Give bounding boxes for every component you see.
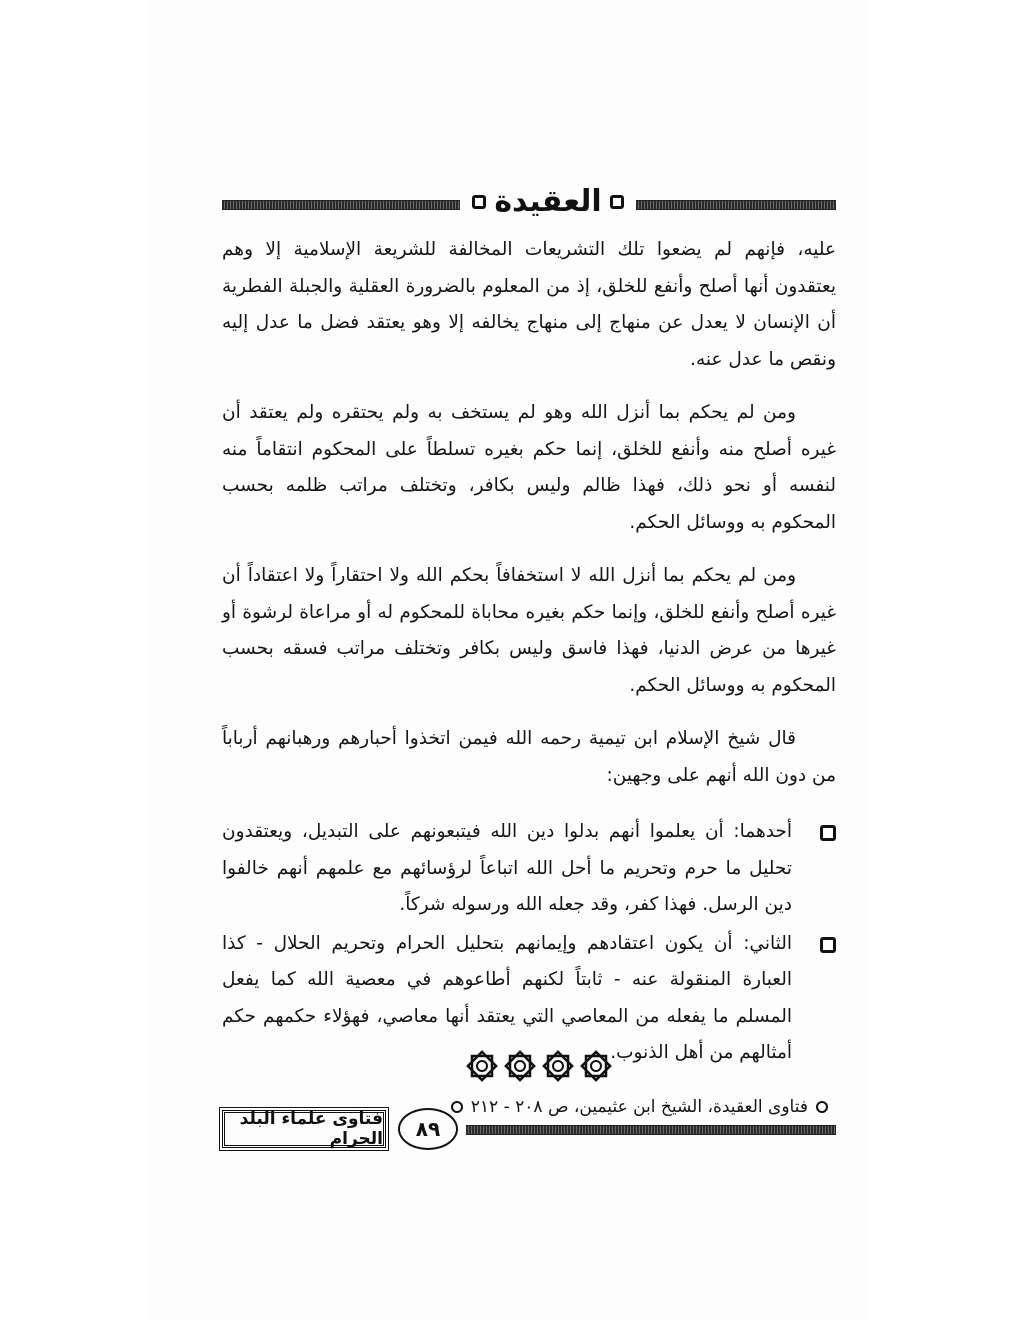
paragraph: عليه، فإنهم لم يضعوا تلك التشريعات المخالفة للشريعة الإسلامية إلا وهم يعتقدون أنها أصلح وأنفع للخلق، إذ من المعلوم بالضرورة العقلية والجبلة الفطرية أن الإنسان لا يعدل عن منهاج إلى منهاج يخالفه إلا وهو يعتقد فضل ما عدل إليه ونقص ما عدل عنه. [222,239,836,370]
header-rule-right [636,200,836,210]
paragraph: ومن لم يحكم بما أنزل الله وهو لم يستخف به ولم يحتقره ولم يعتقد أن غيره أصلح منه وأنفع للخلق، إنما حكم بغيره تسلطاً على المحكوم انتقاماً منه لنفسه أو نحو ذلك، فهذا ظالم وليس بكافر، وتختلف مراتب ظلمه بحسب المحكوم به ووسائل الحكم. [222,402,836,533]
rounded-square-bullet-icon [820,825,836,841]
octagram-star-ornament-icon [578,1048,614,1084]
page-number: ٨٩ [398,1108,458,1150]
rounded-square-bullet-icon [820,937,836,953]
octagram-star-ornament-icon [502,1048,538,1084]
list-item-text: الثاني: أن يكون اعتقادهم وإيمانهم بتحليل الحرام وتحريم الحلال - كذا العبارة المنقولة عنه - ثابتاً لكنهم أطاعوهم في معصية الله كما يفعل المسلم ما يفعله من المعاصي التي يعتقد أنها معاصي، فهؤلاء حكمهم حكم أمثالهم من أهل الذنوب. [222,932,792,1063]
paragraph: ومن لم يحكم بما أنزل الله لا استخفافاً بحكم الله ولا احتقاراً ولا اعتقاداً أن غيره أصلح وأنفع للخلق، وإنما حكم بغيره محاباة للمحكوم له أو مراعاة لرشوة أو غيرها من عرض الدنيا، فهذا فاسق وليس بكافر وتختلف مراتب فسقه بحسب المحكوم به ووسائل الحكم. [222,565,836,696]
header-rule-left [222,200,460,210]
paragraph: قال شيخ الإسلام ابن تيمية رحمه الله فيمن اتخذوا أحبارهم ورهبانهم أرباباً من دون الله أنهم على وجهين: [222,728,836,786]
chapter-title: العقيدة [494,184,602,219]
chapter-title-wrap [466,182,630,222]
rounded-square-icon [610,195,624,209]
book-title: فتاوى علماء البلد الحرام [239,1109,383,1149]
book-title-box [222,1110,386,1148]
chapter-header [222,180,836,224]
source-text: فتاوى العقيدة، الشيخ ابن عثيمين، ص ٢٠٨ - ٢١٢ [470,1096,808,1117]
octagram-star-ornament-icon [464,1048,500,1084]
list-item [222,814,836,924]
list-item-text: أحدهما: أن يعلموا أنهم بدلوا دين الله فيتبعونهم على التبديل، ويعتقدون تحليل ما حرم وتحريم ما أحل الله اتباعاً لرؤسائهم مع علمهم أنهم خالفوا دين الرسل. فهذا كفر، وقد جعله الله ورسوله شركاً. [222,821,792,915]
bullet-list [222,814,836,1072]
main-text [222,232,836,1122]
page-footer [222,1108,836,1152]
footer-rule [466,1125,836,1135]
rounded-square-icon [472,195,486,209]
ornament-row [464,1046,614,1086]
octagram-star-ornament-icon [540,1048,576,1084]
